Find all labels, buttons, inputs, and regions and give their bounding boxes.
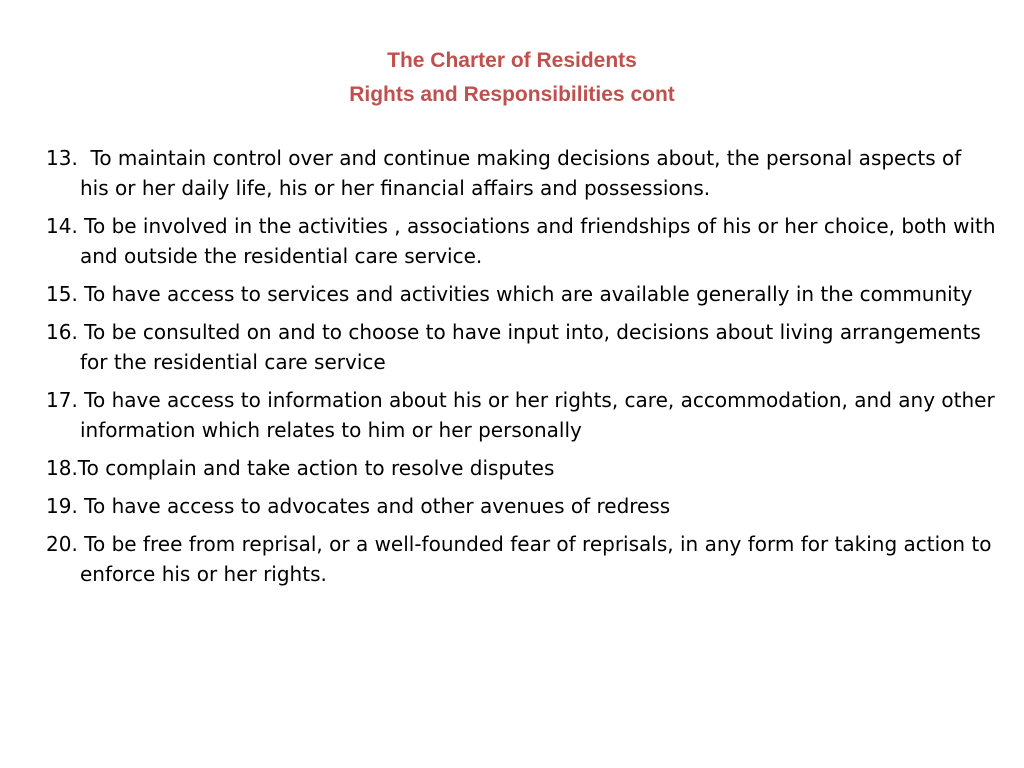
title-line-1: The Charter of Residents <box>387 49 637 72</box>
list-item <box>46 529 996 589</box>
list-item <box>46 491 996 521</box>
list-item <box>46 385 1002 445</box>
rights-list <box>46 143 1002 597</box>
list-item <box>46 453 996 483</box>
list-item-text: 18.To complain and take action to resolve disputes <box>46 456 555 480</box>
list-item <box>46 143 996 203</box>
list-item-text: 15. To have access to services and activities which are available generally in the community <box>46 282 973 306</box>
list-item-text: 13. To maintain control over and continue making decisions about, the personal aspects of his or her daily life, his or her financial affairs and possessions. <box>46 146 968 200</box>
list-item-text: 19. To have access to advocates and other avenues of redress <box>46 494 671 518</box>
title-line-2: Rights and Responsibilities cont <box>349 83 675 106</box>
list-item-text: 17. To have access to information about his or her rights, care, accommodation, and any other information which relates to him or her personally <box>46 388 1002 442</box>
list-item <box>46 279 996 309</box>
list-item-text: 16. To be consulted on and to choose to have input into, decisions about living arrangements for the residential care service <box>46 320 988 374</box>
list-item-text: 20. To be free from reprisal, or a well-founded fear of reprisals, in any form for taking action to enforce his or her rights. <box>46 532 998 586</box>
list-item <box>46 317 996 377</box>
slide-title <box>0 44 1024 112</box>
list-item-text: 14. To be involved in the activities , associations and friendships of his or her choice, both with and outside the residential care service. <box>46 214 1002 268</box>
list-item <box>46 211 1002 271</box>
